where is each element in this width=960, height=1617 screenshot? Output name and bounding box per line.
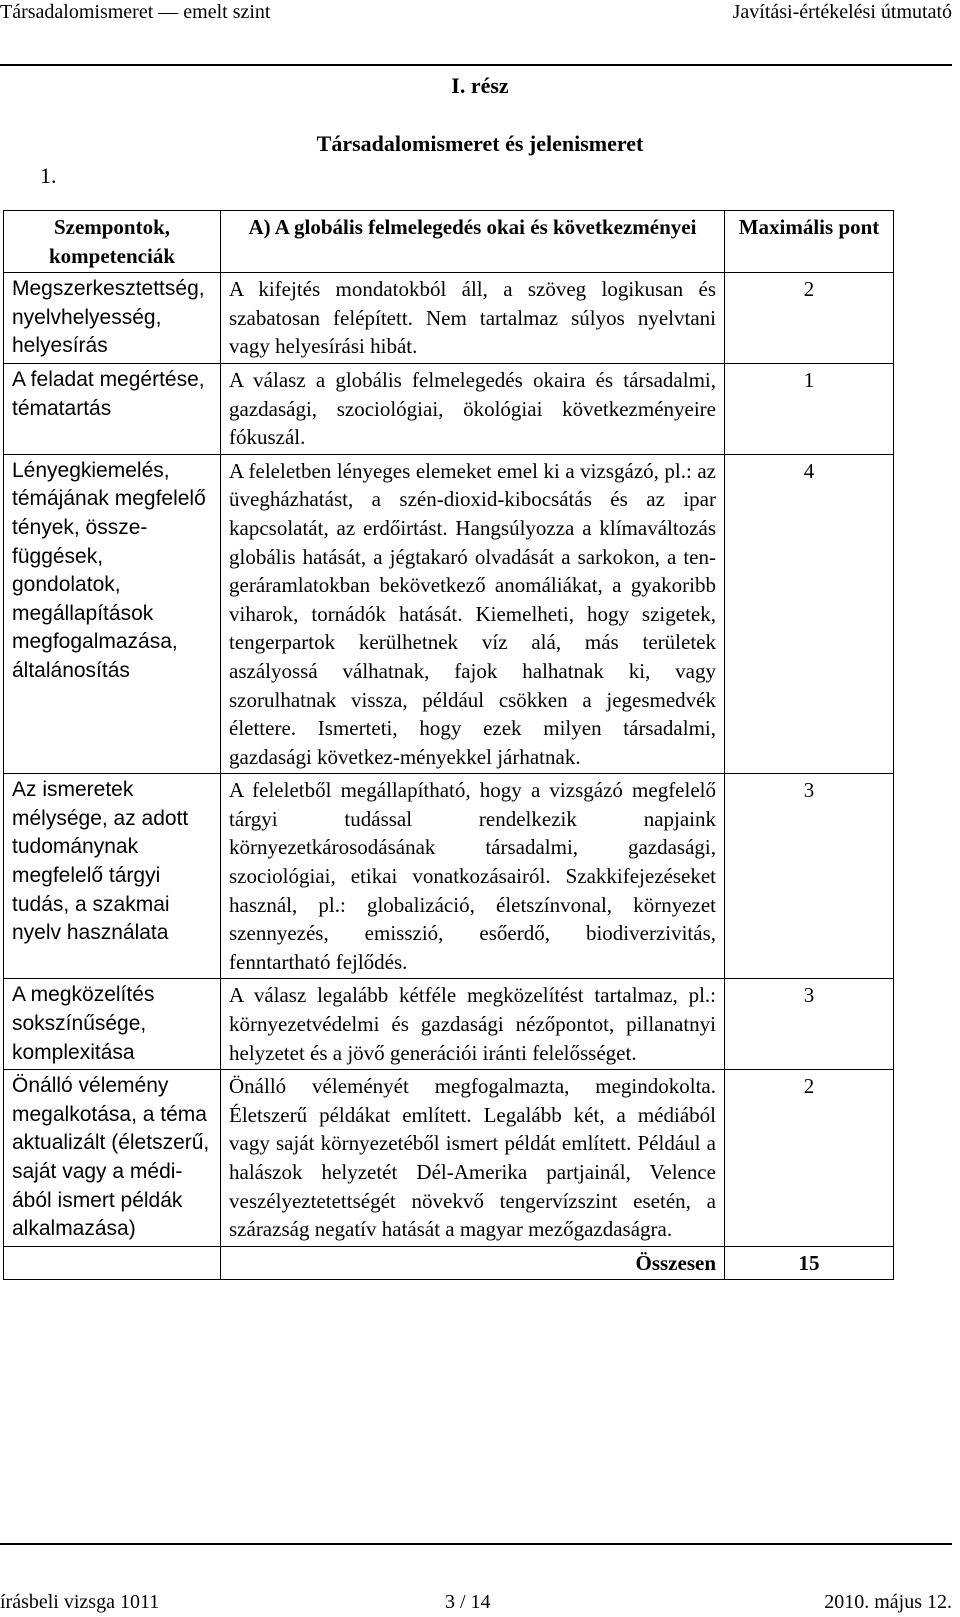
total-value: 15: [725, 1246, 894, 1280]
table-row: [4, 979, 894, 1070]
points-cell: 2: [725, 1070, 894, 1247]
total-blank-cell: [4, 1246, 221, 1280]
header-divider: [0, 64, 952, 66]
table-row: [4, 363, 894, 454]
description-cell: A kifejtés mondatokból áll, a szöveg logikusan és szabatosan felépített. Nem tartalmaz súlyos nyelvtani vagy helyesírási hibát.: [221, 273, 725, 364]
header-topic: A) A globális felmelegedés okai és következményei: [221, 211, 725, 273]
description-cell: A feleletből megállapítható, hogy a vizsgázó megfelelő tárgyi tudással rendelkezik napjaink környezetkárosodásának társadalmi, gazdasági, szociológiai, etikai vonatkozásairól. Szakkifejezéseket használ, pl.: globalizáció, életszínvonal, környezet szennyezés, emisszió, esőerdő, biodiverzivitás, fenntartható fejlődés.: [221, 774, 725, 979]
points-cell: 1: [725, 363, 894, 454]
table-row: [4, 273, 894, 364]
criterion-cell: A megközelítés sokszínűsége, komplexitása: [4, 979, 221, 1070]
header-right: Javítási-értékelési útmutató: [732, 1, 952, 23]
question-number: 1.: [40, 163, 57, 188]
table-row: [4, 774, 894, 979]
footer-date: 2010. május 12.: [824, 1591, 952, 1613]
description-cell: A válasz legalább kétféle megközelítést tartalmaz, pl.: környezetvédelmi és gazdasági nézőpontot, pillanatnyi helyzetet és a jövő generációi iránti felelősséget.: [221, 979, 725, 1070]
evaluation-table: [3, 210, 894, 1280]
criterion-cell: A feladat megértése, tématartás: [4, 363, 221, 454]
criterion-cell: Megszerkesztettség, nyelvhelyesség, helyesírás: [4, 273, 221, 364]
section-title: Társadalomismeret és jelenismeret: [316, 131, 644, 156]
table-row: [4, 454, 894, 774]
header-left: Társadalomismeret — emelt szint: [0, 1, 271, 23]
points-cell: 2: [725, 273, 894, 364]
footer-divider: [0, 1543, 952, 1545]
header-max-points: Maximális pont: [725, 211, 894, 273]
footer-exam-id: írásbeli vizsga 1011: [0, 1591, 160, 1613]
points-cell: 3: [725, 774, 894, 979]
header-criteria: Szempontok, kompetenciák: [4, 211, 221, 273]
description-cell: Önálló véleményét megfogalmazta, megindokolta. Életszerű példákat említett. Legalább két, a médiából vagy saját környezetéből ismert példát említett. Például a halászok helyzetét Dél-Amerika partjainál, Velence veszélyeztetettségét növekvő tengervízszint esetén, a szárazság negatív hatását a magyar mezőgazdaságra.: [221, 1070, 725, 1247]
total-row: [4, 1246, 894, 1280]
table-row: [4, 1070, 894, 1247]
description-cell: A feleletben lényeges elemeket emel ki a vizsgázó, pl.: az üvegházhatást, a szén-dioxid-kibocsátás és az ipar kapcsolatát, az erdőirtást. Hangsúlyozza a klímaváltozás globális hatását, a jégtakaró olvadását a sarkokon, a ten-geráramlatokban bekövetkező anomáliákat, a gyakoribb viharok, tornádók hatását. Kiemelheti, hogy szigetek, tengerpartok kerülhetnek víz alá, más területek aszályossá válhatnak, fajok halhatnak ki, vagy szorulhatnak vissza, például csökken a jegesmedvék élettere. Ismerteti, hogy ezek milyen társadalmi, gazdasági következ-ményekkel járhatnak.: [221, 454, 725, 774]
points-cell: 4: [725, 454, 894, 774]
criterion-cell: Önálló vélemény megalkotása, a téma aktualizált (életszerű, saját vagy a médi-ából ismert példák alkalmazása): [4, 1070, 221, 1247]
criterion-cell: Az ismeretek mélysége, az adott tudománynak megfelelő tárgyi tudás, a szakmai nyelv használata: [4, 774, 221, 979]
points-cell: 3: [725, 979, 894, 1070]
part-title: I. rész: [451, 73, 509, 98]
footer-page-number: 3 / 14: [445, 1591, 491, 1613]
table-header-row: [4, 211, 894, 273]
total-label: Összesen: [221, 1246, 725, 1280]
criterion-cell: Lényegkiemelés, témájának megfelelő tények, össze-függések, gondolatok, megállapítások megfogalmazása, általánosítás: [4, 454, 221, 774]
description-cell: A válasz a globális felmelegedés okaira és társadalmi, gazdasági, szociológiai, ökológiai következményeire fókuszál.: [221, 363, 725, 454]
